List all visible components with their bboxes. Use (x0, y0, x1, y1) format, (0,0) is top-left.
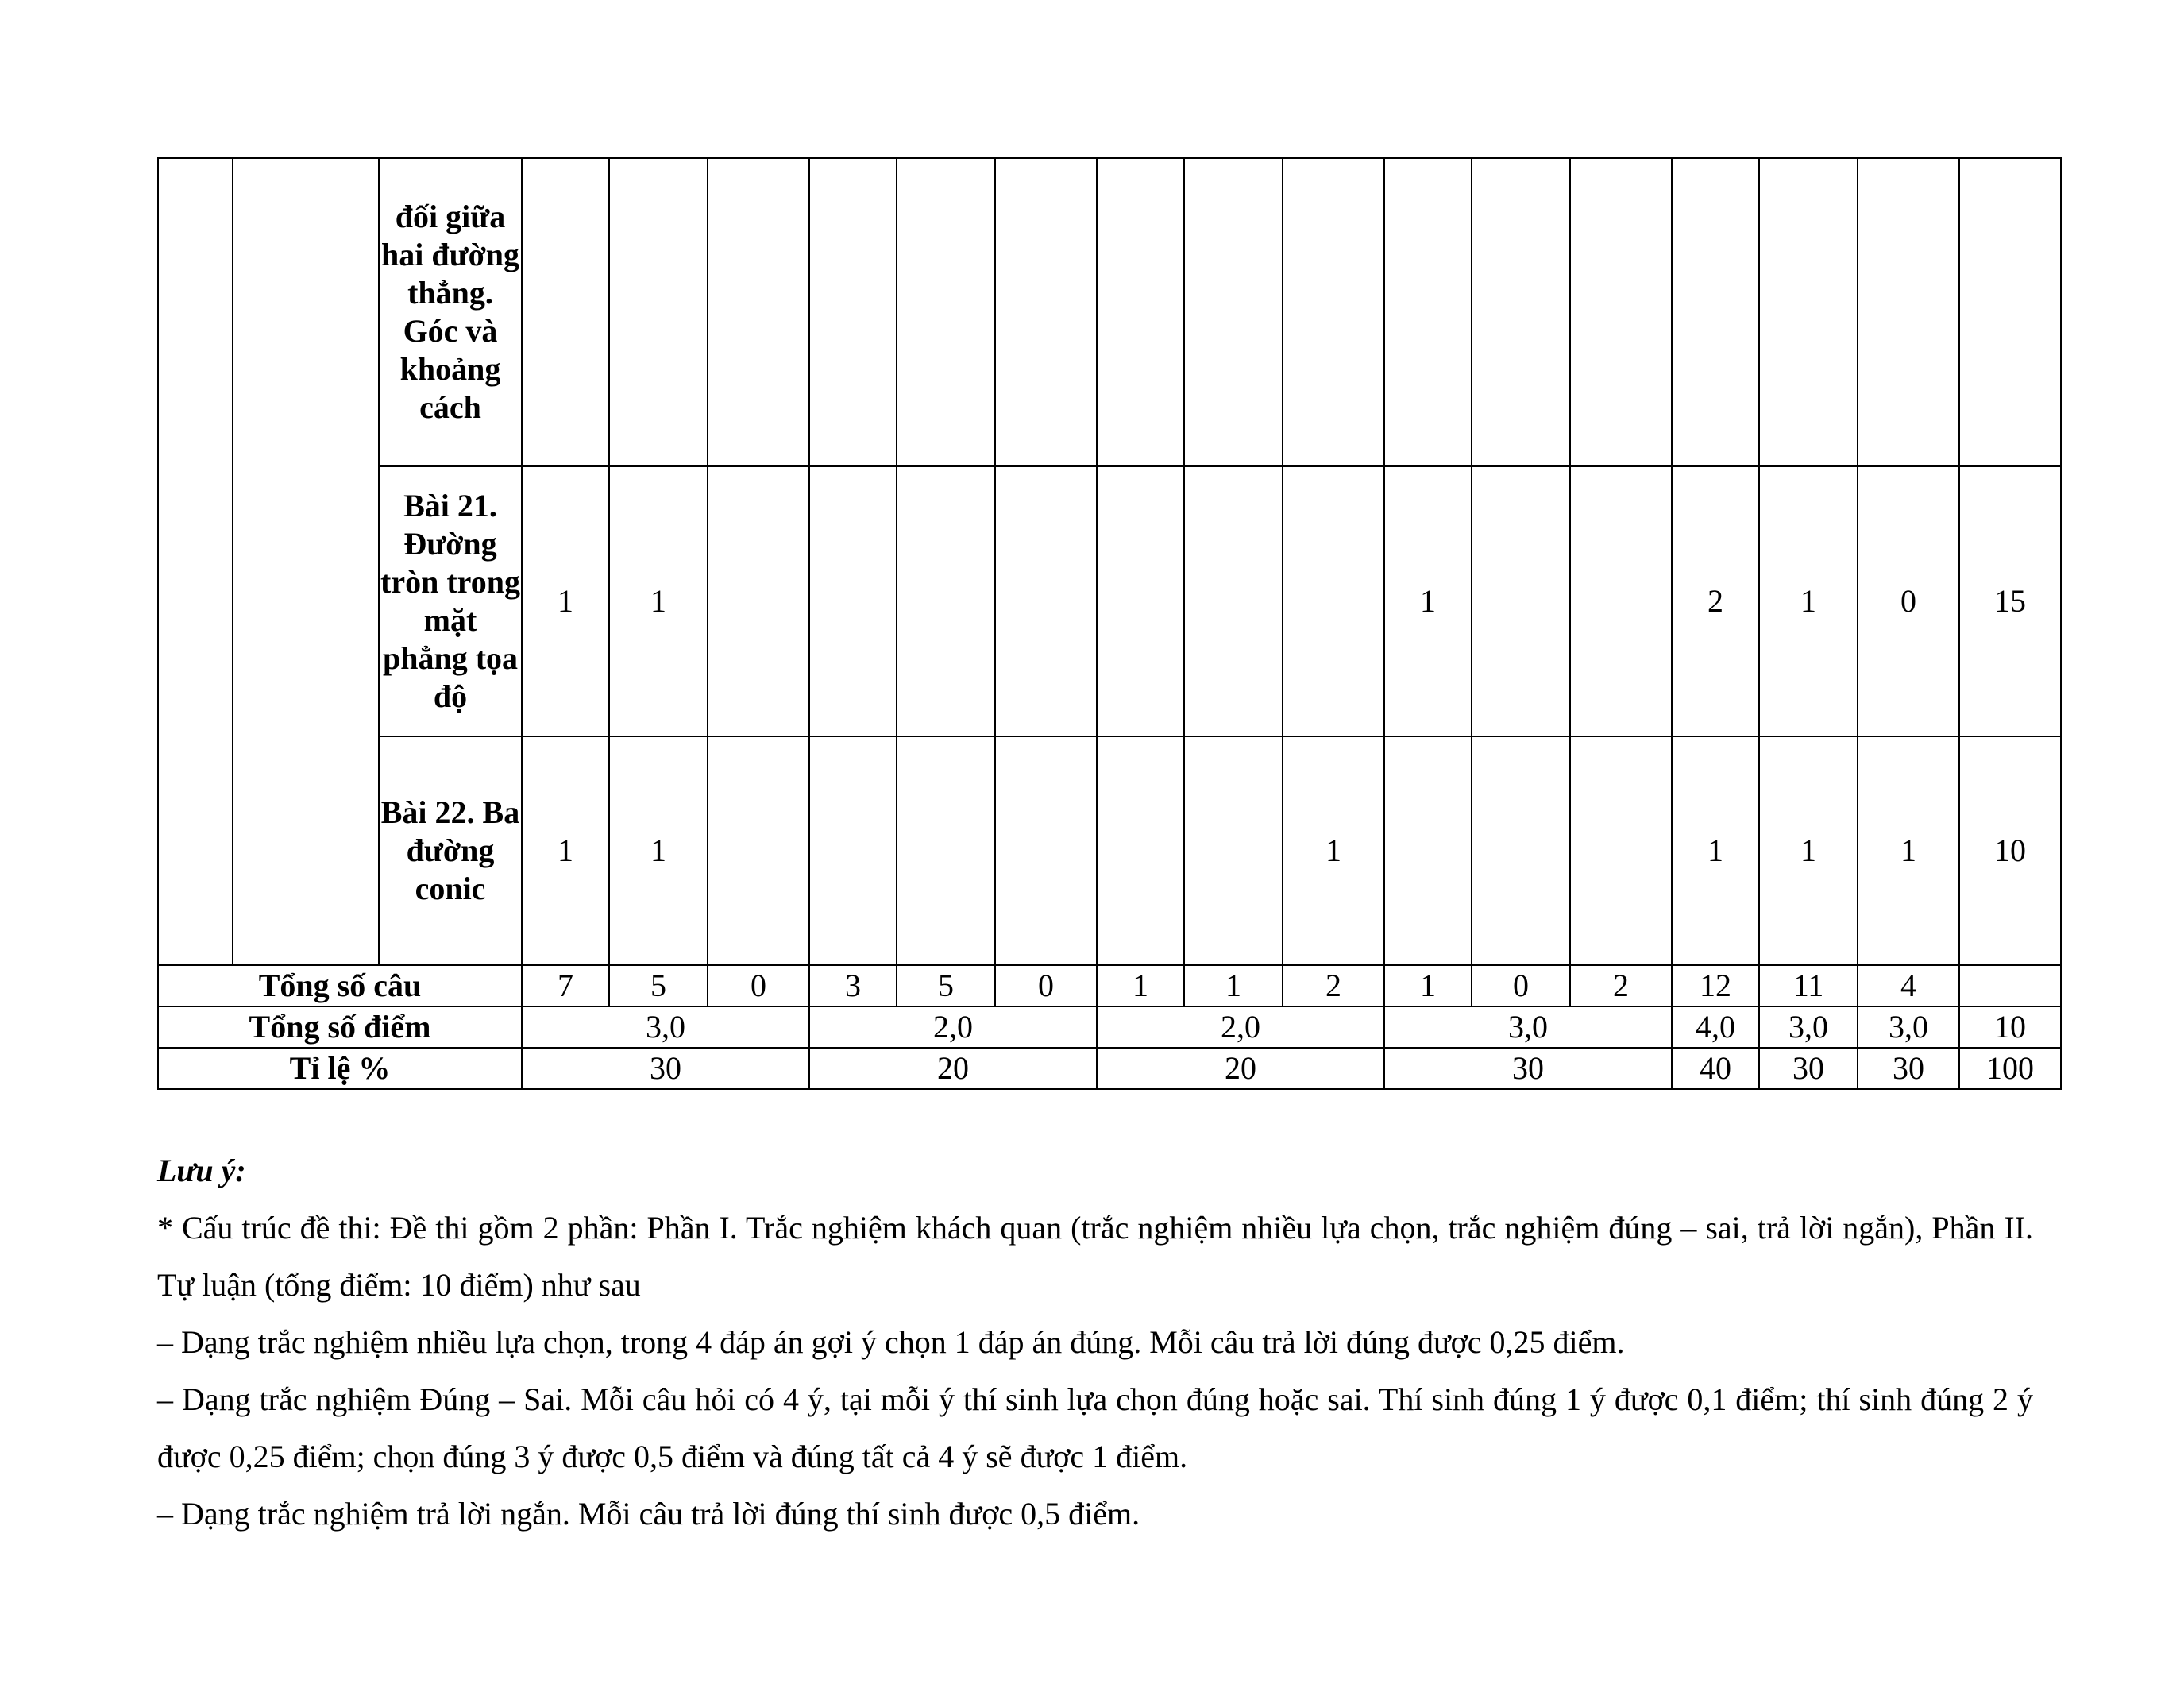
value-cell (1384, 736, 1472, 965)
value-cell: 0 (1858, 466, 1959, 736)
value-cell (809, 736, 897, 965)
group-points-cell: 3,0 (522, 1006, 809, 1048)
value-cell (1184, 466, 1283, 736)
value-cell: 30 (1759, 1048, 1858, 1089)
value-cell (1283, 466, 1384, 736)
value-cell: 0 (1472, 965, 1570, 1006)
value-cell: 5 (609, 965, 708, 1006)
exam-matrix-table (157, 157, 2062, 1090)
value-cell: 15 (1959, 466, 2061, 736)
value-cell: 1 (1759, 466, 1858, 736)
value-cell: 1 (1858, 736, 1959, 965)
value-cell: 1 (1097, 965, 1184, 1006)
value-cell: 1 (609, 736, 708, 965)
value-cell: 1 (609, 466, 708, 736)
value-cell (1097, 158, 1184, 466)
value-cell: 3 (809, 965, 897, 1006)
value-cell (1384, 158, 1472, 466)
note-line: – Dạng trắc nghiệm Đúng – Sai. Mỗi câu hỏi có 4 ý, tại mỗi ý thí sinh lựa chọn đúng hoặc sai. Thí sinh đúng 1 ý được 0,1 điểm; thí sinh đúng 2 ý được 0,25 điểm; chọn đúng 3 ý được 0,5 điểm và đúng tất cả 4 ý sẽ được 1 điểm. (157, 1381, 2033, 1474)
value-cell (609, 158, 708, 466)
value-cell: 2 (1570, 965, 1672, 1006)
value-cell (1472, 466, 1570, 736)
total-questions-label: Tổng số câu (158, 965, 522, 1006)
value-cell: 0 (995, 965, 1097, 1006)
value-cell (522, 158, 609, 466)
value-cell (1858, 158, 1959, 466)
value-cell (708, 736, 809, 965)
topic-cell: Bài 21. Đường tròn trong mặt phẳng tọa độ (379, 466, 522, 736)
value-cell: 1 (522, 466, 609, 736)
note-line: – Dạng trắc nghiệm trả lời ngắn. Mỗi câu trả lời đúng thí sinh được 0,5 điểm. (157, 1496, 1140, 1532)
group-ratio-cell: 20 (809, 1048, 1097, 1089)
value-cell: 1 (522, 736, 609, 965)
value-cell (1283, 158, 1384, 466)
value-cell (897, 736, 995, 965)
total-points-row (158, 1006, 2061, 1048)
value-cell: 3,0 (1759, 1006, 1858, 1048)
value-cell: 3,0 (1858, 1006, 1959, 1048)
value-cell (1672, 158, 1759, 466)
value-cell: 2 (1283, 965, 1384, 1006)
value-cell: 10 (1959, 1006, 2061, 1048)
value-cell (1759, 158, 1858, 466)
total-points-label: Tổng số điểm (158, 1006, 522, 1048)
value-cell (708, 466, 809, 736)
value-cell: 4 (1858, 965, 1959, 1006)
ratio-row (158, 1048, 2061, 1089)
value-cell (1097, 466, 1184, 736)
table-row (158, 466, 2061, 736)
value-cell: 1 (1283, 736, 1384, 965)
value-cell (897, 158, 995, 466)
chapter-index-cell (158, 158, 233, 965)
value-cell (1570, 158, 1672, 466)
value-cell: 2 (1672, 466, 1759, 736)
value-cell: 0 (708, 965, 809, 1006)
table-row (158, 736, 2061, 965)
value-cell (1097, 736, 1184, 965)
value-cell (1184, 736, 1283, 965)
value-cell: 1 (1672, 736, 1759, 965)
value-cell (1570, 736, 1672, 965)
value-cell: 5 (897, 965, 995, 1006)
value-cell: 40 (1672, 1048, 1759, 1089)
value-cell (995, 158, 1097, 466)
value-cell (809, 466, 897, 736)
notes-title: Lưu ý: (157, 1153, 246, 1188)
note-line: – Dạng trắc nghiệm nhiều lựa chọn, trong 4 đáp án gợi ý chọn 1 đáp án đúng. Mỗi câu trả lời đúng được 0,25 điểm. (157, 1324, 1625, 1360)
value-cell: 4,0 (1672, 1006, 1759, 1048)
value-cell (1570, 466, 1672, 736)
value-cell (1472, 158, 1570, 466)
group-points-cell: 2,0 (1097, 1006, 1384, 1048)
value-cell (995, 736, 1097, 965)
value-cell (809, 158, 897, 466)
ratio-label: Tỉ lệ % (158, 1048, 522, 1089)
value-cell: 100 (1959, 1048, 2061, 1089)
table-row (158, 158, 2061, 466)
notes-section (157, 1142, 2033, 1543)
chapter-name-cell (233, 158, 379, 965)
value-cell: 10 (1959, 736, 2061, 965)
value-cell: 1 (1384, 466, 1472, 736)
note-line: * Cấu trúc đề thi: Đề thi gồm 2 phần: Phần I. Trắc nghiệm khách quan (trắc nghiệm nhiều lựa chọn, trắc nghiệm đúng – sai, trả lời ngắn), Phần II. Tự luận (tổng điểm: 10 điểm) như sau (157, 1210, 2033, 1303)
value-cell: 1 (1184, 965, 1283, 1006)
total-questions-row (158, 965, 2061, 1006)
value-cell: 11 (1759, 965, 1858, 1006)
value-cell (897, 466, 995, 736)
value-cell (1959, 965, 2061, 1006)
value-cell (1959, 158, 2061, 466)
group-ratio-cell: 20 (1097, 1048, 1384, 1089)
value-cell: 12 (1672, 965, 1759, 1006)
value-cell: 30 (1858, 1048, 1959, 1089)
value-cell (1472, 736, 1570, 965)
group-ratio-cell: 30 (1384, 1048, 1672, 1089)
value-cell (995, 466, 1097, 736)
value-cell: 1 (1759, 736, 1858, 965)
topic-cell: Bài 22. Ba đường conic (379, 736, 522, 965)
value-cell (1184, 158, 1283, 466)
value-cell (708, 158, 809, 466)
value-cell: 1 (1384, 965, 1472, 1006)
value-cell: 7 (522, 965, 609, 1006)
topic-cell: đối giữa hai đường thẳng. Góc và khoảng cách (379, 158, 522, 466)
group-ratio-cell: 30 (522, 1048, 809, 1089)
group-points-cell: 2,0 (809, 1006, 1097, 1048)
group-points-cell: 3,0 (1384, 1006, 1672, 1048)
